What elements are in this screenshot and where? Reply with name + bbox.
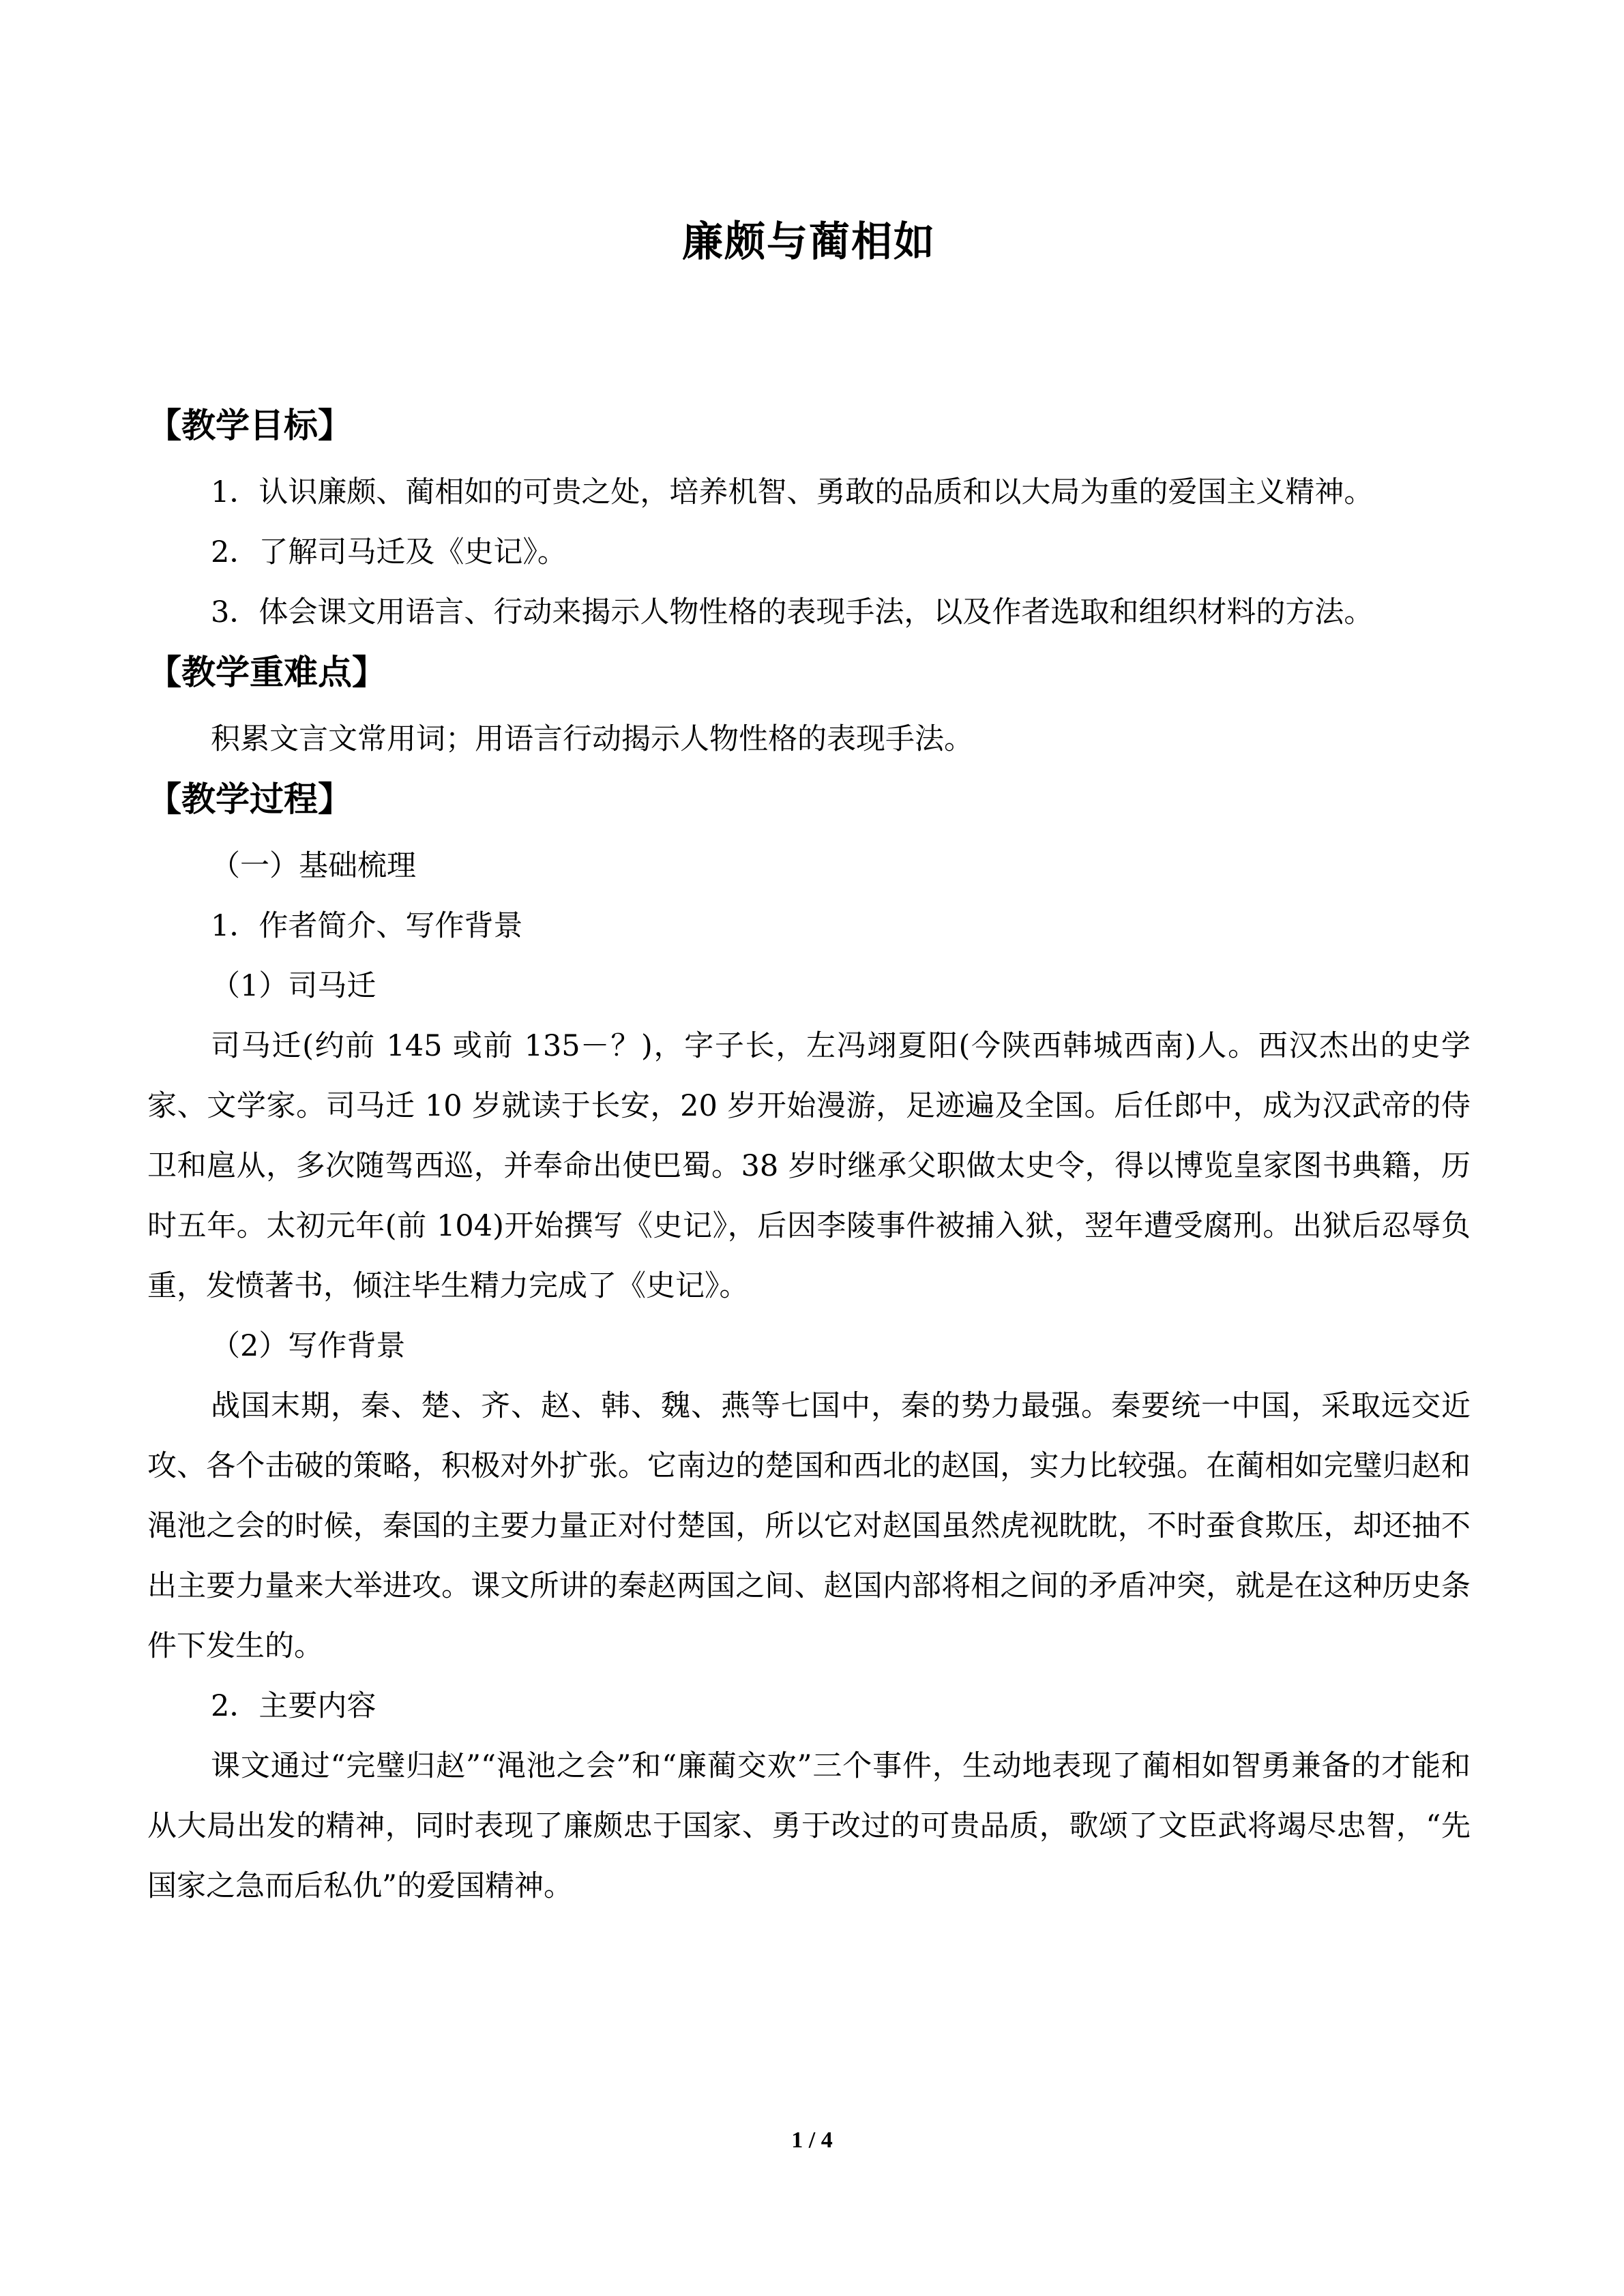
section-heading-process: 【教学过程】 [147, 779, 352, 819]
page-number: 1 / 4 [791, 2128, 833, 2153]
page-title: 廉颇与蔺相如 [682, 218, 936, 266]
goal-item-3: 3．体会课文用语言、行动来揭示人物性格的表现手法，以及作者选取和组织材料的方法。 [211, 595, 1374, 629]
process-sub1a-label: （1）司马迁 [211, 969, 377, 1003]
process-sub1b-text: 战国末期，秦、楚、齐、赵、韩、魏、燕等七国中，秦的势力最强。秦要统一中国，采取远交近攻、各个击破的策略，积极对外扩张。它南边的楚国和西北的赵国，实力比较强。在蔺相如完璧归赵和渑池之会的时候，秦国的主要力量正对付楚国，所以它对赵国虽然虎视眈眈，不时蚕食欺压，却还抽不出主要力量来大举进攻。课文所讲的秦赵两国之间、赵国内部将相之间的矛盾冲突，就是在这种历史条件下发生的。 [147, 1389, 1471, 1663]
process-sub2-text: 课文通过“完璧归赵”“渑池之会”和“廉蔺交欢”三个事件，生动地表现了蔺相如智勇兼备的才能和从大局出发的精神，同时表现了廉颇忠于国家、勇于改过的可贵品质，歌颂了文臣武将竭尽忠智，“先国家之急而后私仇”的爱国精神。 [147, 1749, 1471, 1903]
section-heading-goals: 【教学目标】 [147, 406, 352, 445]
process-part1-label: （一）基础梳理 [211, 849, 416, 883]
goal-item-1: 1．认识廉颇、蔺相如的可贵之处，培养机智、勇敢的品质和以大局为重的爱国主义精神。 [211, 475, 1374, 509]
process-sub1-label: 1．作者简介、写作背景 [211, 909, 523, 943]
section-heading-keypoints: 【教学重难点】 [147, 653, 386, 692]
process-sub2-label: 2．主要内容 [211, 1689, 377, 1723]
keypoints-text: 积累文言文常用词；用语言行动揭示人物性格的表现手法。 [211, 722, 973, 756]
process-sub1a-text: 司马迁(约前 145 或前 135－？)，字子长，左冯翊夏阳(今陕西韩城西南)人。西汉杰出的史学家、文学家。司马迁 10 岁就读于长安，20 岁开始漫游，足迹遍及全国。后任郎中，成为汉武帝的侍卫和扈从，多次随驾西巡，并奉命出使巴蜀。38 岁时继承父职做太史令，得以博览皇家图书典籍，历时五年。太初元年(前 104)开始撰写《史记》，后因李陵事件被捕入狱，翌年遭受腐刑。出狱后忍辱负重，发愤著书，倾注毕生精力完成了《史记》。 [147, 1029, 1471, 1303]
process-sub1b-label: （2）写作背景 [211, 1329, 406, 1363]
document-content [147, 198, 1471, 1916]
goal-item-2: 2．了解司马迁及《史记》。 [211, 535, 567, 569]
